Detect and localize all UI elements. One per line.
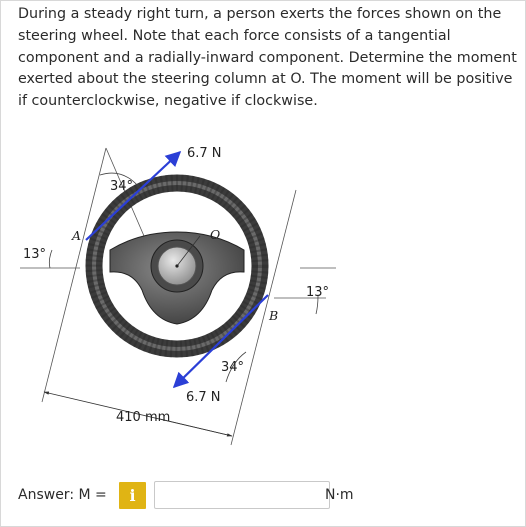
force-bottom-label: 6.7 N — [186, 390, 221, 405]
point-o-label: O — [210, 227, 221, 242]
info-icon[interactable]: i — [119, 482, 146, 509]
point-b-label: B — [269, 308, 279, 323]
angle-bottom-right-label: 34° — [221, 360, 245, 375]
dimension-label: 410 mm — [116, 410, 171, 425]
point-a-label: A — [72, 228, 82, 243]
unit-label: N·m — [325, 487, 354, 503]
answer-input[interactable] — [154, 481, 330, 509]
force-top-label: 6.7 N — [187, 146, 222, 161]
angle-left-label: 13° — [23, 247, 47, 262]
answer-label: Answer: M = — [18, 487, 107, 503]
problem-statement: During a steady right turn, a person exerts the forces shown on the steering wheel. Note that each force consists of a tangential component and a radially-inward component. Determine the moment exerted about the steering column at O. The moment will be positive if counterclockwise, negative if clockwise. — [18, 6, 517, 110]
angle-right-label: 13° — [306, 285, 330, 300]
force-arrow-top — [86, 152, 180, 240]
angle-top-left-label: 34° — [110, 179, 134, 194]
